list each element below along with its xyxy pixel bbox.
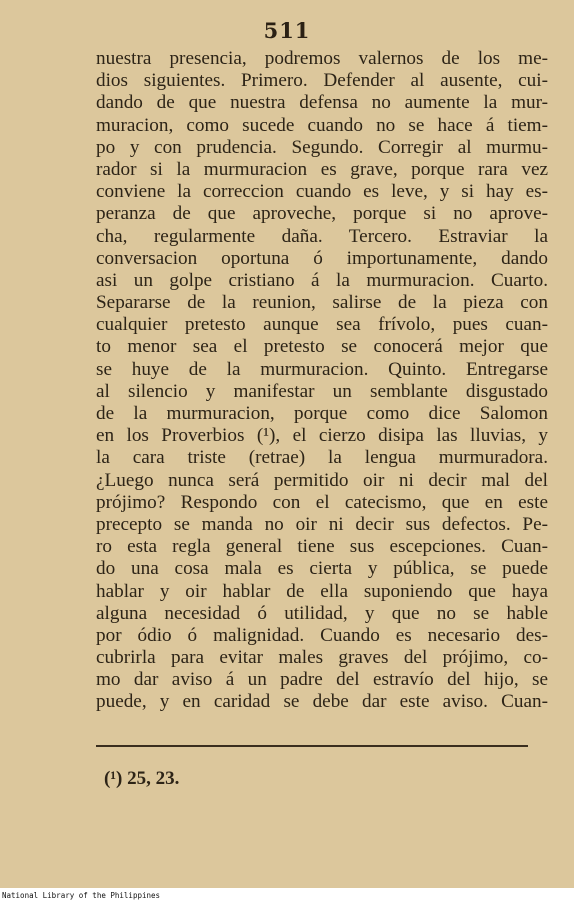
text-line: la cara triste (retrae) la lengua murmuradora.: [96, 447, 548, 469]
text-line: en los Proverbios (¹), el cierzo disipa las lluvias, y: [96, 425, 548, 447]
library-credit: National Library of the Philippines: [2, 891, 161, 900]
footnote: (¹) 25, 23.: [104, 768, 180, 789]
text-line: ¿Luego nunca será permitido oir ni decir mal del: [96, 469, 548, 491]
text-line: to menor sea el pretesto se conocerá mejor que: [96, 336, 548, 358]
text-line: do una cosa mala es cierta y pública, se puede: [96, 558, 548, 580]
text-line: prójimo? Respondo con el catecismo, que en este: [96, 491, 548, 513]
body-text: [96, 48, 548, 714]
text-line: Separarse de la reunion, salirse de la pieza con: [96, 292, 548, 314]
text-line: conversacion oportuna ó importunamente, dando: [96, 247, 548, 269]
text-line: dando de que nuestra defensa no aumente la mur-: [96, 92, 548, 114]
text-line: cubrirla para evitar males graves del prójimo, co-: [96, 647, 548, 669]
text-line: mo dar aviso á un padre del estravío del hijo, se: [96, 669, 548, 691]
text-line: dios siguientes. Primero. Defender al ausente, cui-: [96, 70, 548, 92]
text-line: muracion, como sucede cuando no se hace á tiem-: [96, 114, 548, 136]
text-line: se huye de la murmuracion. Quinto. Entregarse: [96, 358, 548, 380]
text-line: de la murmuracion, porque como dice Salomon: [96, 403, 548, 424]
page-number: 511: [263, 18, 311, 43]
text-line: po y con prudencia. Segundo. Corregir al murmu-: [96, 136, 548, 158]
text-line: conviene la correccion cuando es leve, y si hay es-: [96, 181, 548, 203]
text-line: puede, y en caridad se debe dar este aviso. Cuan-: [96, 691, 548, 713]
footnote-divider: [96, 745, 528, 747]
text-line: cha, regularmente daña. Tercero. Estraviar la: [96, 225, 548, 247]
text-line: alguna necesidad ó utilidad, y que no se hable: [96, 602, 548, 624]
text-line: al silencio y manifestar un semblante disgustado: [96, 380, 548, 402]
text-line: hablar y oir hablar de ella suponiendo que haya: [96, 580, 548, 602]
text-line: rador si la murmuracion es grave, porque rara vez: [96, 158, 548, 180]
text-line: por ódio ó malignidad. Cuando es necesario des-: [96, 624, 548, 646]
text-line: precepto se manda no oir ni decir sus defectos. Pe-: [96, 513, 548, 535]
text-line: asi un golpe cristiano á la murmuracion. Cuarto.: [96, 269, 548, 291]
text-line: ro esta regla general tiene sus escepciones. Cuan-: [96, 536, 548, 558]
text-line: peranza de que aproveche, porque si no aprove-: [96, 203, 548, 225]
text-line: cualquier pretesto aunque sea frívolo, pues cuan-: [96, 314, 548, 336]
text-line: nuestra presencia, podremos valernos de los me-: [96, 48, 548, 69]
